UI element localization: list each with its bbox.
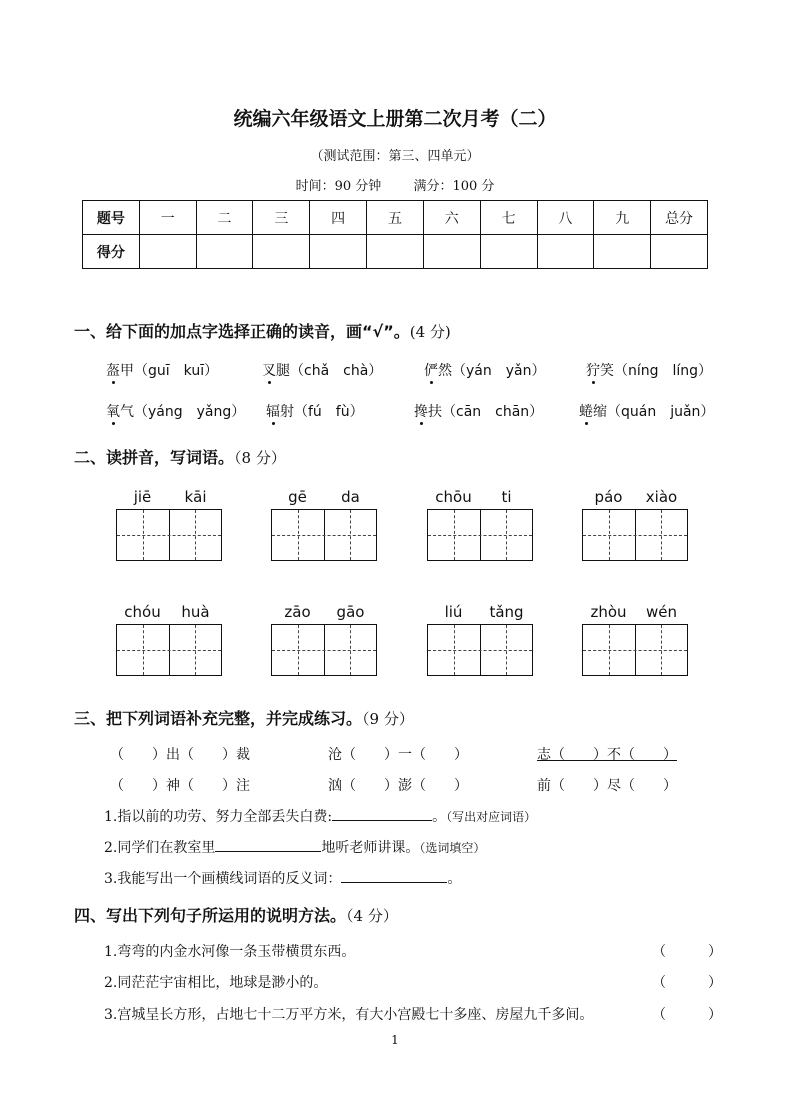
q1-item[interactable]	[424, 360, 545, 380]
page-title: 统编六年级语文上册第二次月考（二）	[233, 108, 557, 130]
dotted-char: 蜷	[579, 404, 593, 420]
pinyin-syllable: gē	[288, 488, 307, 506]
q3-sub-3-end: 。	[447, 871, 462, 887]
idiom-fill[interactable]: （ ）出（ ）裁	[110, 747, 250, 763]
pinyin-label	[116, 488, 222, 508]
q2-heading	[74, 445, 286, 468]
q4-points: （4 分）	[346, 907, 398, 925]
writing-grid[interactable]	[582, 624, 688, 676]
score-input-cell[interactable]	[423, 235, 480, 269]
idiom-fill[interactable]: （ ）神（ ）注	[110, 778, 250, 794]
q3-sub-2-end: 地听老师讲课。	[321, 840, 420, 856]
writing-grid[interactable]	[582, 509, 688, 561]
q2-points: （8 分）	[234, 449, 286, 467]
writing-grid[interactable]	[427, 624, 533, 676]
score-input-cell[interactable]	[253, 235, 310, 269]
pinyin-syllable: chōu	[435, 488, 472, 506]
score-cell: 九	[594, 201, 651, 235]
pinyin-label	[271, 603, 377, 623]
dotted-char: 氧	[106, 404, 120, 420]
char: 扶	[428, 404, 442, 420]
score-input-cell[interactable]	[367, 235, 424, 269]
score-cell: 五	[367, 201, 424, 235]
pinyin-options: （yán yǎn）	[452, 363, 546, 379]
answer-blank[interactable]	[332, 806, 432, 821]
q3-heading	[74, 706, 414, 729]
q3-sub-2-text: 2.同学们在教室里	[104, 840, 216, 856]
score-row-label: 得分	[83, 235, 140, 269]
writing-grid[interactable]	[271, 624, 377, 676]
char: 缩	[593, 404, 607, 420]
q1-heading	[74, 319, 451, 342]
score-cell: 总分	[651, 201, 708, 235]
pinyin-options: （quán juǎn）	[607, 404, 715, 420]
score-input-cell[interactable]	[537, 235, 594, 269]
q3-points: （9 分）	[362, 710, 414, 728]
exam-scope: （测试范围：第三、四单元）	[310, 149, 480, 164]
idiom-fill[interactable]: 前（ ）尽（ ）	[537, 778, 677, 794]
pinyin-options: （níng líng）	[614, 363, 713, 379]
char: 甲	[120, 363, 134, 379]
answer-paren[interactable]: （ ）	[652, 1007, 722, 1023]
exam-time-line	[0, 175, 790, 194]
pinyin-syllable: liú	[444, 603, 463, 621]
score-table	[82, 200, 708, 269]
q4-heading	[74, 903, 398, 926]
char: 然	[438, 363, 452, 379]
q4-item: 3.宫城呈长方形，占地七十二万平方米，有大小宫殿七十多座、房屋九千多间。	[104, 1007, 594, 1023]
score-cell: 四	[310, 201, 367, 235]
char: 射	[280, 404, 294, 420]
dotted-char: 辐	[266, 404, 280, 420]
pinyin-syllable: gāo	[336, 603, 365, 621]
dotted-char: 俨	[424, 363, 438, 379]
dotted-char: 叉	[262, 363, 276, 379]
idiom-fill-underlined[interactable]: 志（ ）不（ ）	[537, 747, 677, 763]
pinyin-syllable: da	[341, 488, 360, 506]
q1-item[interactable]	[106, 401, 245, 421]
pinyin-syllable: ti	[501, 488, 512, 506]
q4-heading-text: 四、写出下列句子所运用的说明方法。	[74, 906, 347, 925]
score-input-cell[interactable]	[480, 235, 537, 269]
pinyin-syllable: zāo	[284, 603, 311, 621]
q4-item: 2.同茫茫宇宙相比，地球是渺小的。	[104, 975, 328, 991]
q3-sub-1-end: 。	[432, 809, 447, 825]
pinyin-label	[582, 603, 688, 623]
q1-points: (4 分)	[409, 323, 451, 341]
pinyin-syllable: tǎng	[489, 603, 524, 621]
pinyin-syllable: páo	[594, 488, 623, 506]
answer-blank[interactable]	[215, 837, 321, 852]
pinyin-syllable: chóu	[124, 603, 161, 621]
char: 腿	[276, 363, 290, 379]
score-cell: 三	[253, 201, 310, 235]
pinyin-label	[582, 488, 688, 508]
q3-sub-1	[104, 806, 536, 826]
q3-sub-3	[104, 868, 461, 888]
pinyin-options: （cān chān）	[442, 404, 544, 420]
idiom-fill[interactable]: 汹（ ）澎（ ）	[328, 778, 468, 794]
pinyin-syllable: kāi	[184, 488, 207, 506]
q1-item[interactable]	[106, 360, 218, 380]
pinyin-label	[271, 488, 377, 508]
q1-item[interactable]	[266, 401, 364, 421]
dotted-char: 搀	[414, 404, 428, 420]
q4-item: 1.弯弯的内金水河像一条玉带横贯东西。	[104, 944, 356, 960]
pinyin-syllable: huà	[181, 603, 210, 621]
score-cell: 一	[139, 201, 196, 235]
pinyin-options: （guī kuī）	[134, 363, 219, 379]
q1-item[interactable]	[579, 401, 714, 421]
char: 笑	[600, 363, 614, 379]
score-table-score-row	[83, 235, 708, 269]
char: 气	[120, 404, 134, 420]
page-number: 1	[391, 1033, 399, 1047]
q3-sub-2-note: （选词填空）	[419, 841, 486, 855]
pinyin-options: （fú fù）	[294, 404, 364, 420]
pinyin-label	[427, 488, 533, 508]
writing-grid[interactable]	[271, 509, 377, 561]
pinyin-label	[116, 603, 222, 623]
full-score: 满分：100 分	[413, 179, 495, 194]
pinyin-options: （yáng yǎng）	[134, 404, 246, 420]
answer-paren[interactable]: （ ）	[652, 944, 722, 960]
writing-grid[interactable]	[116, 624, 222, 676]
q3-sub-2	[104, 837, 485, 857]
score-cell: 七	[480, 201, 537, 235]
q1-item[interactable]	[414, 401, 543, 421]
score-input-cell[interactable]	[139, 235, 196, 269]
score-cell-label: 题号	[83, 201, 140, 235]
score-cell: 六	[423, 201, 480, 235]
score-input-cell[interactable]	[594, 235, 651, 269]
pinyin-syllable: zhòu	[590, 603, 627, 621]
idiom-fill[interactable]: 沧（ ）一（ ）	[328, 747, 468, 763]
writing-grid[interactable]	[427, 509, 533, 561]
answer-paren[interactable]: （ ）	[652, 975, 722, 991]
pinyin-options: （chǎ chà）	[290, 363, 383, 379]
dotted-char: 狞	[586, 363, 600, 379]
pinyin-label	[427, 603, 533, 623]
pinyin-syllable: jiē	[133, 488, 152, 506]
q3-sub-1-text: 1.指以前的功劳、努力全部丢失白费:	[104, 809, 333, 825]
writing-grid[interactable]	[116, 509, 222, 561]
score-input-cell[interactable]	[651, 235, 708, 269]
score-input-cell[interactable]	[310, 235, 367, 269]
q1-item[interactable]	[262, 360, 382, 380]
q3-heading-text: 三、把下列词语补充完整，并完成练习。	[74, 709, 363, 728]
score-cell: 八	[537, 201, 594, 235]
answer-blank[interactable]	[341, 868, 447, 883]
dotted-char: 盔	[106, 363, 120, 379]
pinyin-syllable: xiào	[645, 488, 678, 506]
exam-time: 时间：90 分钟	[295, 179, 382, 194]
q1-heading-text: 一、给下面的加点字选择正确的读音，画“√”。	[74, 322, 410, 341]
score-cell: 二	[196, 201, 253, 235]
score-table-header-row	[83, 201, 708, 235]
q2-heading-text: 二、读拼音，写词语。	[74, 448, 235, 467]
q3-sub-1-note: （写出对应词语）	[446, 810, 537, 824]
q3-sub-3-text: 3.我能写出一个画横线词语的反义词：	[104, 871, 342, 887]
q1-item[interactable]	[586, 360, 712, 380]
pinyin-syllable: wén	[645, 603, 677, 621]
score-input-cell[interactable]	[196, 235, 253, 269]
